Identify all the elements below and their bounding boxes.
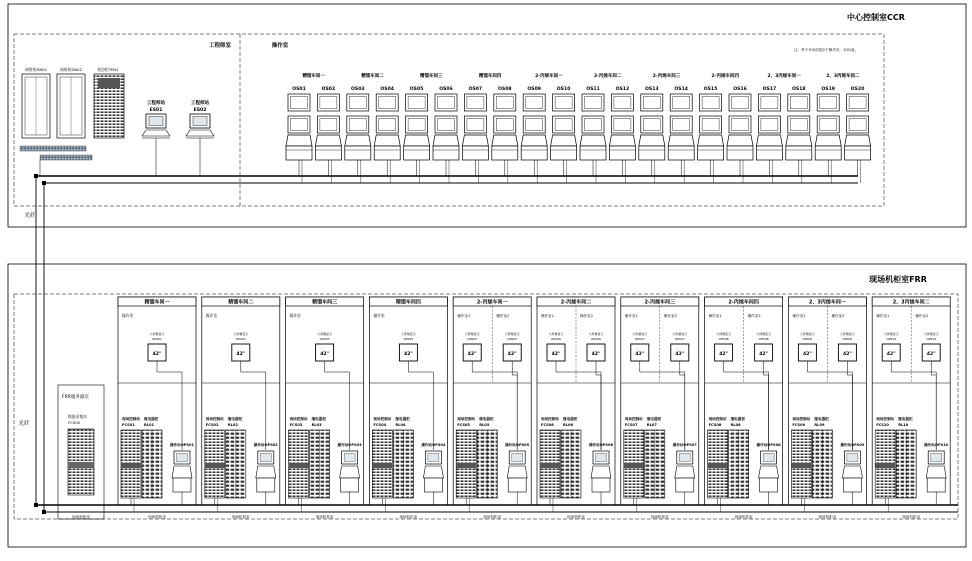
op-room-b-label: 操作室2 bbox=[831, 314, 845, 318]
os-id: OS06 bbox=[439, 87, 453, 92]
os-id: OS16 bbox=[733, 87, 747, 92]
os-console-icon bbox=[698, 135, 724, 146]
operator-station bbox=[639, 86, 665, 183]
workshop-group-label: 精馏车间一 bbox=[302, 74, 325, 79]
display-id: OPS04 bbox=[403, 337, 414, 341]
display-id: OPS06 bbox=[591, 337, 601, 341]
cabinet-label: 网络柜DN02 bbox=[60, 67, 82, 72]
relay-id: RL05 bbox=[479, 423, 490, 427]
operator-station bbox=[315, 86, 341, 183]
fiber-label-mid: 光纤 bbox=[18, 421, 30, 427]
frr-bottom-label: 现场机柜室 bbox=[567, 515, 585, 519]
controller-label: 现场控制站 bbox=[122, 417, 140, 421]
os-id: OS02 bbox=[321, 87, 336, 92]
ccr-network-bus bbox=[34, 174, 858, 185]
os-id: OS19 bbox=[821, 87, 836, 92]
ccr-cabinet bbox=[22, 67, 50, 138]
op-station-label: 操作站OPS08 bbox=[756, 443, 781, 447]
unit-title: 2、3丙烯车间二 bbox=[892, 299, 930, 306]
relay-label: 继电器柜 bbox=[814, 417, 829, 421]
display-label: 大屏幕显示 bbox=[588, 332, 604, 336]
op-station-label: 操作站OPS04 bbox=[421, 443, 446, 447]
op-room-label: 操作室 bbox=[373, 313, 385, 318]
os-id: OS01 bbox=[292, 87, 306, 92]
controller-id: FCS01 bbox=[122, 423, 135, 427]
operator-station bbox=[845, 86, 871, 183]
operator-station bbox=[433, 86, 459, 183]
display-id: OPS10 bbox=[926, 337, 937, 341]
workshop-group-label: 2-丙烯车间一 bbox=[535, 74, 563, 79]
op-room-a-label: 操作室1 bbox=[876, 314, 890, 318]
frr-workshop-unit bbox=[453, 297, 531, 512]
controller-id: FCS06 bbox=[541, 423, 554, 427]
workshop-group-label: 精馏车间三 bbox=[420, 74, 443, 79]
op-station-label: 操作站OPS09 bbox=[840, 443, 865, 447]
frr-workshop-unit bbox=[118, 297, 196, 512]
controller-label: 现场控制站 bbox=[792, 417, 811, 421]
relay-label: 继电器柜 bbox=[898, 417, 913, 421]
workshop-group-label: 精馏车间四 bbox=[478, 74, 502, 79]
os-console-icon bbox=[551, 135, 577, 146]
display-label: 大屏幕显示 bbox=[923, 332, 939, 336]
controller-label: 现场控制站 bbox=[708, 417, 727, 421]
screen-size: 42" bbox=[719, 352, 728, 357]
screen-size: 42" bbox=[551, 352, 561, 357]
field-os-console-icon bbox=[172, 466, 192, 478]
frr-workshop-unit bbox=[621, 297, 699, 512]
controller-label: 现场控制站 bbox=[457, 417, 476, 421]
op-station-label: 操作站OPS01 bbox=[169, 443, 194, 447]
display-id: OPS01 bbox=[152, 337, 162, 341]
operator-station bbox=[698, 86, 724, 183]
os-id: OS03 bbox=[350, 87, 365, 92]
relay-id: RL04 bbox=[395, 423, 406, 427]
controller-label: 现场控制站 bbox=[541, 417, 559, 421]
controller-label: 现场控制站 bbox=[205, 417, 224, 421]
ccr-section bbox=[8, 4, 966, 227]
os-console-icon bbox=[404, 135, 430, 146]
es-label: 工程师站 bbox=[190, 101, 210, 106]
operator-station bbox=[727, 86, 753, 183]
os-console-icon bbox=[374, 135, 400, 146]
os-console-icon bbox=[286, 135, 312, 146]
display-id: OPS03 bbox=[319, 337, 330, 341]
operator-station bbox=[462, 86, 488, 183]
unit-title: 精馏车间一 bbox=[144, 299, 170, 306]
op-room-b-label: 操作室2 bbox=[915, 314, 929, 318]
os-id: OS18 bbox=[791, 87, 806, 92]
relay-id: RL10 bbox=[898, 423, 909, 427]
es-keyboard-icon bbox=[142, 130, 170, 136]
relay-id: RL02 bbox=[227, 423, 238, 427]
os-id: OS14 bbox=[674, 87, 689, 92]
os-id: OS11 bbox=[586, 87, 600, 92]
es-id: ES02 bbox=[193, 108, 207, 113]
controller-id: FCS02 bbox=[205, 423, 219, 427]
es-id: ES01 bbox=[149, 108, 163, 113]
op-room-label: 操作室 bbox=[289, 313, 301, 318]
display-id: OPS08 bbox=[758, 337, 769, 341]
frr-bottom-label: 现场机柜室 bbox=[148, 515, 166, 519]
operator-station bbox=[815, 86, 841, 183]
ccr-cabinet bbox=[94, 67, 124, 138]
screen-size: 42" bbox=[759, 352, 768, 357]
ccr-cabinet bbox=[57, 67, 85, 138]
field-os-console-icon bbox=[256, 466, 276, 478]
screen-size: 42" bbox=[507, 352, 517, 357]
os-id: OS05 bbox=[409, 87, 424, 92]
relay-id: RL06 bbox=[563, 423, 574, 427]
display-label: 大屏幕显示 bbox=[632, 332, 648, 336]
os-console-icon bbox=[462, 135, 488, 146]
os-id: OS09 bbox=[527, 87, 542, 92]
os-console-icon bbox=[315, 135, 341, 146]
operator-station bbox=[286, 86, 312, 183]
controller-label: 现场控制站 bbox=[289, 417, 308, 421]
controller-id: FCS04 bbox=[373, 423, 387, 427]
frr-workshop-unit bbox=[872, 297, 950, 512]
controller-label: 现场控制站 bbox=[876, 417, 895, 421]
workshop-group-label: 2-丙烯车间三 bbox=[652, 74, 681, 79]
unit-title: 精馏车间四 bbox=[395, 299, 421, 306]
workshop-group-label: 精馏车间二 bbox=[361, 74, 384, 79]
display-label: 大屏幕显示 bbox=[883, 332, 899, 336]
os-console-icon bbox=[845, 135, 871, 146]
os-console-icon bbox=[521, 135, 547, 146]
os-console-icon bbox=[786, 135, 812, 146]
field-os-console-icon bbox=[675, 466, 695, 478]
op-room-label: 操作室 bbox=[205, 313, 218, 318]
operator-station bbox=[786, 86, 812, 183]
ccr-note: 注：每个车间各配2个操作站，1用1备。 bbox=[794, 48, 859, 52]
os-console-icon bbox=[580, 135, 606, 146]
workshop-group-label: 2-丙烯车间四 bbox=[711, 74, 740, 79]
display-id: OPS09 bbox=[802, 337, 813, 341]
display-label: 大屏幕显示 bbox=[400, 332, 416, 336]
operator-station bbox=[404, 86, 430, 183]
field-os-console-icon bbox=[842, 466, 862, 478]
frr-bottom-label: 现场机柜室 bbox=[483, 515, 502, 519]
relay-id: RL03 bbox=[311, 423, 322, 427]
controller-id: FCS09 bbox=[792, 423, 806, 427]
network-switch-a bbox=[20, 146, 86, 151]
screen-size: 42" bbox=[635, 352, 645, 357]
display-id: OPS08 bbox=[718, 337, 729, 341]
os-console-icon bbox=[727, 135, 753, 146]
screen-size: 42" bbox=[404, 352, 413, 357]
fiber-links bbox=[18, 160, 44, 512]
os-id: OS15 bbox=[703, 87, 718, 92]
os-console-icon bbox=[433, 135, 459, 146]
os-console-icon bbox=[815, 135, 841, 146]
os-id: OS17 bbox=[762, 87, 777, 92]
relay-label: 继电器柜 bbox=[144, 417, 159, 421]
relay-id: RL01 bbox=[144, 423, 155, 427]
op-station-label: 操作站OPS10 bbox=[924, 443, 949, 447]
controller-id: FCS08 bbox=[708, 423, 722, 427]
op-room-label: 操作室 bbox=[271, 43, 289, 49]
controller-id: FCS05 bbox=[457, 423, 470, 427]
relay-label: 继电器柜 bbox=[730, 417, 745, 421]
op-room-b-label: 操作室2 bbox=[663, 314, 677, 318]
relay-id: RL09 bbox=[814, 423, 825, 427]
relay-id: RL07 bbox=[646, 423, 657, 427]
display-id: OPS05 bbox=[467, 337, 478, 341]
workshop-group-label: 2、3丙烯车间二 bbox=[826, 74, 860, 79]
es-label: 工程师站 bbox=[146, 101, 166, 106]
display-label: 大屏幕显示 bbox=[548, 332, 564, 336]
server-room-label: FRR服务器室 bbox=[62, 395, 89, 400]
screen-size: 42" bbox=[320, 352, 329, 357]
frr-workshop-unit bbox=[705, 297, 783, 512]
display-label: 大屏幕显示 bbox=[839, 332, 855, 336]
operator-station bbox=[551, 86, 577, 183]
op-room-b-label: 操作室2 bbox=[496, 314, 510, 318]
server-title: 数据采集站 bbox=[68, 414, 87, 419]
op-station-label: 操作站OPS02 bbox=[253, 443, 278, 447]
os-console-icon bbox=[609, 135, 635, 146]
op-room-b-label: 操作室2 bbox=[580, 314, 594, 318]
os-id: OS07 bbox=[468, 87, 483, 92]
op-room-a-label: 操作室1 bbox=[457, 314, 471, 318]
controller-label: 现场控制站 bbox=[624, 417, 643, 421]
operator-station bbox=[580, 86, 606, 183]
display-id: OPS09 bbox=[842, 337, 853, 341]
field-os-console-icon bbox=[926, 466, 946, 478]
os-id: OS13 bbox=[644, 87, 659, 92]
engineer-station bbox=[186, 99, 214, 176]
frr-workshop-unit bbox=[788, 297, 866, 512]
os-console-icon bbox=[756, 135, 782, 146]
field-os-console-icon bbox=[423, 466, 443, 478]
screen-size: 42" bbox=[467, 352, 477, 357]
os-console-icon bbox=[345, 135, 371, 146]
op-station-label: 操作站OPS05 bbox=[505, 443, 530, 447]
screen-size: 42" bbox=[843, 352, 852, 357]
field-os-console-icon bbox=[507, 466, 527, 478]
screen-size: 42" bbox=[591, 352, 601, 357]
frr-server-room bbox=[58, 385, 104, 519]
op-room-a-label: 操作室1 bbox=[708, 314, 722, 318]
op-room-b-label: 操作室2 bbox=[747, 314, 761, 318]
fiber-label-top: 光纤 bbox=[24, 213, 36, 219]
display-id: OPS02 bbox=[235, 337, 246, 341]
cabinet-label: 网络柜DN01 bbox=[25, 67, 47, 72]
op-room-a-label: 操作室1 bbox=[624, 314, 638, 318]
controller-id: FCS10 bbox=[876, 423, 889, 427]
server-id: FCS00 bbox=[68, 420, 81, 425]
os-id: OS04 bbox=[380, 87, 395, 92]
screen-size: 42" bbox=[236, 352, 246, 357]
operator-station bbox=[668, 86, 694, 183]
screen-size: 42" bbox=[886, 352, 896, 357]
display-id: OPS10 bbox=[886, 337, 897, 341]
op-station-label: 操作站OPS03 bbox=[337, 443, 362, 447]
frr-bottom-label: 现场机柜室 bbox=[231, 515, 250, 519]
op-station-label: 操作站OPS06 bbox=[588, 443, 613, 447]
relay-label: 继电器柜 bbox=[395, 417, 410, 421]
es-keyboard-icon bbox=[186, 130, 214, 136]
field-os-console-icon bbox=[591, 466, 611, 478]
frr-workshop-unit bbox=[369, 297, 447, 512]
unit-title: 2-丙烯车间四 bbox=[728, 299, 759, 306]
network-switch-b bbox=[40, 155, 92, 160]
ccr-title: 中心控制室CCR bbox=[847, 13, 905, 22]
frr-workshop-unit bbox=[537, 297, 615, 512]
frr-bottom-label: 现场机柜室 bbox=[315, 515, 334, 519]
operator-station bbox=[609, 86, 635, 183]
frr-bottom-label: 现场机柜室 bbox=[902, 515, 921, 519]
field-os-console-icon bbox=[759, 466, 779, 478]
unit-title: 精馏车间三 bbox=[312, 299, 338, 306]
os-id: OS08 bbox=[497, 87, 512, 92]
relay-label: 继电器柜 bbox=[227, 417, 243, 421]
display-label: 大屏幕显示 bbox=[799, 332, 815, 336]
os-console-icon bbox=[639, 135, 665, 146]
os-console-icon bbox=[492, 135, 518, 146]
os-id: OS12 bbox=[615, 87, 630, 92]
relay-label: 继电器柜 bbox=[563, 417, 578, 421]
display-id: OPS07 bbox=[634, 337, 645, 341]
screen-size: 42" bbox=[675, 352, 685, 357]
display-id: OPS07 bbox=[674, 337, 685, 341]
frr-bottom-label: 现场机柜室 bbox=[72, 515, 90, 519]
display-label: 大屏幕显示 bbox=[149, 332, 165, 336]
screen-size: 42" bbox=[152, 352, 162, 357]
display-label: 大屏幕显示 bbox=[233, 332, 249, 336]
unit-title: 2-丙烯车间一 bbox=[476, 299, 508, 306]
operator-station bbox=[345, 86, 371, 183]
unit-title: 2、3丙烯车间一 bbox=[808, 299, 846, 306]
frr-bottom-label: 现场机柜室 bbox=[734, 515, 753, 519]
display-label: 大屏幕显示 bbox=[716, 332, 732, 336]
screen-size: 42" bbox=[926, 352, 936, 357]
operator-station bbox=[756, 86, 782, 183]
op-station-label: 操作站OPS07 bbox=[672, 443, 697, 447]
relay-label: 继电器柜 bbox=[646, 417, 662, 421]
cabinet-label: 机房柜TEN1 bbox=[97, 67, 119, 72]
os-console-icon bbox=[668, 135, 694, 146]
frr-workshop-unit bbox=[202, 297, 280, 512]
display-id: OPS06 bbox=[551, 337, 561, 341]
unit-title: 2-丙烯车间二 bbox=[560, 299, 592, 306]
frr-bottom-label: 现场机柜室 bbox=[818, 515, 837, 519]
controller-label: 现场控制站 bbox=[373, 417, 392, 421]
controller-id: FCS07 bbox=[624, 423, 638, 427]
display-id: OPS05 bbox=[507, 337, 518, 341]
display-label: 大屏幕显示 bbox=[317, 332, 333, 336]
workshop-group-label: 2、3丙烯车间一 bbox=[767, 74, 801, 79]
display-label: 大屏幕显示 bbox=[672, 332, 688, 336]
frr-bottom-label: 现场机柜室 bbox=[650, 515, 669, 519]
field-os-console-icon bbox=[340, 466, 360, 478]
relay-label: 继电器柜 bbox=[311, 417, 326, 421]
op-room-a-label: 操作室1 bbox=[792, 314, 806, 318]
eng-room-label: 工程师室 bbox=[208, 43, 232, 49]
display-label: 大屏幕显示 bbox=[756, 332, 772, 336]
relay-id: RL08 bbox=[730, 423, 741, 427]
op-room-a-label: 操作室1 bbox=[541, 314, 555, 318]
display-label: 大屏幕显示 bbox=[504, 332, 520, 336]
frr-title: 现场机柜室FRR bbox=[869, 275, 927, 284]
op-room-label: 操作室 bbox=[122, 313, 134, 318]
relay-label: 继电器柜 bbox=[479, 417, 494, 421]
unit-title: 2-丙烯车间三 bbox=[644, 299, 676, 306]
operator-station bbox=[492, 86, 518, 183]
os-id: OS10 bbox=[556, 87, 571, 92]
operator-station bbox=[521, 86, 547, 183]
os-id: OS20 bbox=[850, 87, 865, 92]
screen-size: 42" bbox=[803, 352, 812, 357]
operator-station bbox=[374, 86, 400, 183]
frr-network-bus bbox=[34, 503, 958, 514]
engineer-station bbox=[142, 99, 170, 176]
controller-id: FCS03 bbox=[289, 423, 303, 427]
frr-workshop-unit bbox=[286, 297, 364, 512]
workshop-group-label: 2-丙烯车间二 bbox=[593, 74, 622, 79]
display-label: 大屏幕显示 bbox=[464, 332, 480, 336]
frr-bottom-label: 现场机柜室 bbox=[399, 515, 418, 519]
unit-title: 精馏车间二 bbox=[228, 299, 254, 306]
